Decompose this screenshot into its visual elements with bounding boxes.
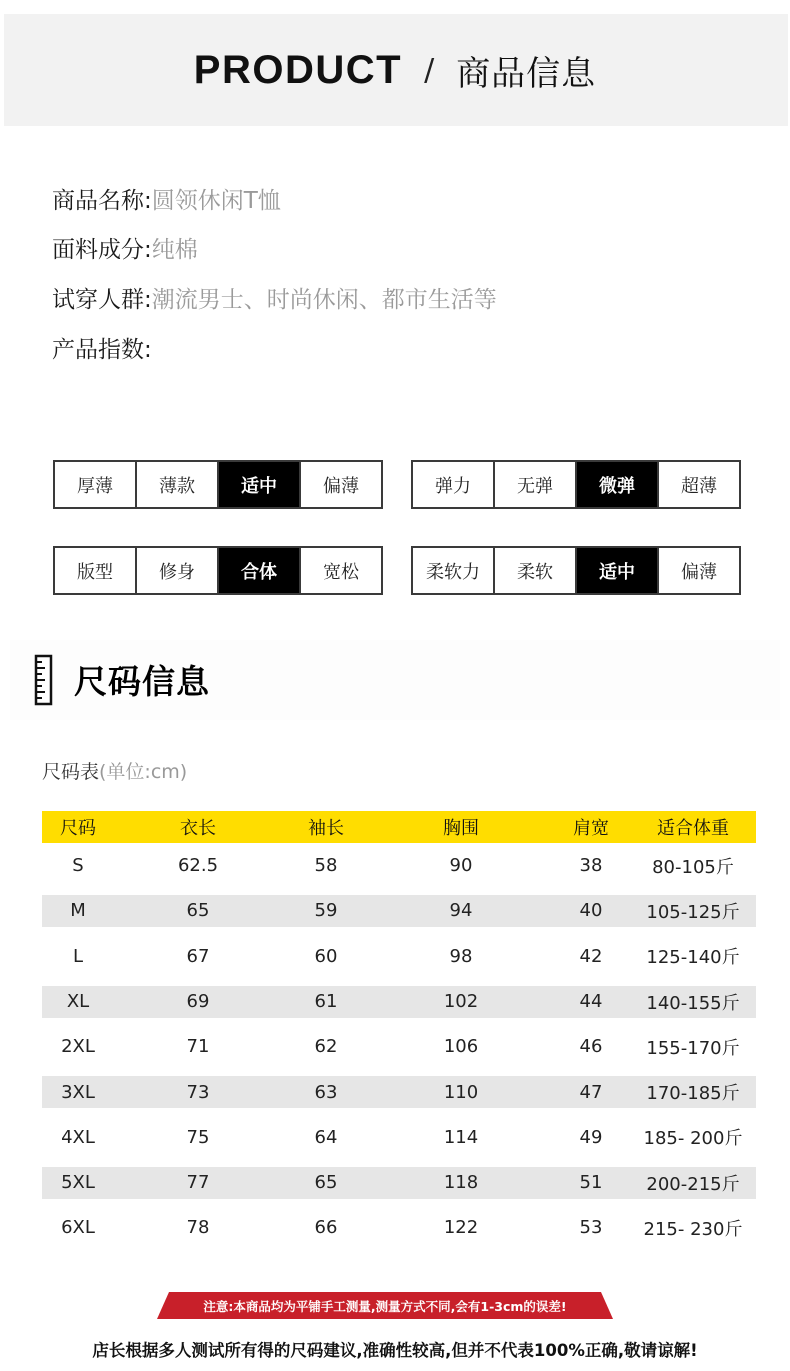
table-cell: 5XL bbox=[61, 1172, 95, 1194]
table-cell: 114 bbox=[443, 1126, 479, 1148]
table-cell: 215- 230斤 bbox=[643, 1218, 743, 1240]
table-cell: 66 bbox=[314, 1217, 338, 1239]
index-option: 偏薄 bbox=[681, 561, 717, 583]
table-cell: 42 bbox=[579, 945, 603, 967]
table-caption-label: 尺码表 bbox=[42, 761, 100, 783]
table-cell: 110 bbox=[443, 1081, 479, 1103]
info-label: 产品指数: bbox=[52, 337, 152, 363]
table-cell: 200-215斤 bbox=[646, 1173, 740, 1195]
index-group-fit bbox=[53, 546, 383, 595]
table-cell: 170-185斤 bbox=[646, 1083, 740, 1105]
table-cell: 77 bbox=[186, 1172, 210, 1194]
table-cell: 94 bbox=[449, 900, 473, 922]
table-cell: 98 bbox=[449, 945, 473, 967]
table-row bbox=[42, 1167, 756, 1199]
table-cell: 62.5 bbox=[177, 855, 219, 877]
table-cell: 64 bbox=[314, 1126, 338, 1148]
table-cell: 62 bbox=[314, 1036, 338, 1058]
index-option: 适中 bbox=[577, 548, 659, 593]
column-header: 尺码 bbox=[60, 818, 96, 839]
ruler-icon bbox=[34, 654, 54, 706]
index-option: 超薄 bbox=[681, 475, 717, 497]
page-title bbox=[0, 46, 790, 95]
table-cell: 67 bbox=[186, 945, 210, 967]
index-option: 无弹 bbox=[495, 462, 577, 507]
info-row-audience bbox=[52, 281, 497, 314]
table-cell: S bbox=[72, 855, 84, 877]
column-header: 适合体重 bbox=[657, 818, 729, 839]
index-label: 版型 bbox=[55, 548, 137, 593]
table-cell: 63 bbox=[314, 1081, 338, 1103]
table-cell: 49 bbox=[579, 1126, 603, 1148]
info-label: 面料成分: bbox=[52, 237, 152, 263]
info-value: 潮流男士、时尚休闲、都市生活等 bbox=[151, 287, 497, 313]
info-row-name bbox=[52, 182, 281, 215]
index-group-softness bbox=[411, 546, 741, 595]
table-cell: 155-170斤 bbox=[646, 1037, 740, 1059]
title-chinese: 商品信息 bbox=[456, 54, 597, 94]
table-cell: L bbox=[72, 945, 84, 967]
title-english: PRODUCT bbox=[193, 48, 403, 92]
notice-text: 注意:本商品均为平铺手工测量,测量方式不同,会有1-3cm的误差! bbox=[203, 1298, 567, 1314]
table-row bbox=[42, 934, 756, 979]
size-table bbox=[42, 811, 756, 1251]
index-option: 修身 bbox=[137, 548, 219, 593]
table-cell: 102 bbox=[443, 991, 479, 1013]
table-caption bbox=[42, 757, 187, 784]
table-cell: 46 bbox=[579, 1036, 603, 1058]
table-cell: 53 bbox=[579, 1217, 603, 1239]
table-cell: 140-155斤 bbox=[646, 992, 740, 1014]
index-label: 厚薄 bbox=[55, 462, 137, 507]
info-label: 商品名称: bbox=[52, 188, 152, 214]
table-cell: XL bbox=[66, 991, 90, 1013]
table-row bbox=[42, 843, 756, 888]
table-caption-unit: (单位:cm) bbox=[99, 761, 188, 783]
table-cell: 69 bbox=[186, 991, 210, 1013]
table-cell: M bbox=[70, 900, 86, 922]
table-cell: 125-140斤 bbox=[646, 947, 740, 969]
table-cell: 118 bbox=[443, 1172, 479, 1194]
table-cell: 65 bbox=[314, 1172, 338, 1194]
table-cell: 75 bbox=[186, 1126, 210, 1148]
table-row bbox=[42, 895, 756, 927]
index-option: 微弹 bbox=[577, 462, 659, 507]
table-cell: 4XL bbox=[61, 1126, 95, 1148]
table-cell: 59 bbox=[314, 900, 338, 922]
column-header: 肩宽 bbox=[573, 818, 609, 839]
table-cell: 78 bbox=[186, 1217, 210, 1239]
info-value: 圆领休闲T恤 bbox=[151, 188, 281, 214]
table-cell: 106 bbox=[443, 1036, 479, 1058]
table-cell: 44 bbox=[579, 991, 603, 1013]
table-cell: 122 bbox=[443, 1217, 479, 1239]
index-group-thickness bbox=[53, 460, 383, 509]
index-option: 适中 bbox=[219, 462, 301, 507]
index-option: 薄款 bbox=[137, 462, 219, 507]
table-row bbox=[42, 1115, 756, 1160]
size-section-title: 尺码信息 bbox=[74, 662, 210, 701]
table-cell: 47 bbox=[579, 1081, 603, 1103]
info-row-index bbox=[52, 331, 152, 364]
table-cell: 90 bbox=[449, 855, 473, 877]
info-label: 试穿人群: bbox=[52, 287, 152, 313]
table-cell: 40 bbox=[579, 900, 603, 922]
info-row-fabric bbox=[52, 231, 198, 264]
column-header: 袖长 bbox=[308, 818, 344, 839]
table-cell: 105-125斤 bbox=[646, 901, 740, 923]
index-option: 柔软 bbox=[495, 548, 577, 593]
index-option: 合体 bbox=[219, 548, 301, 593]
table-cell: 60 bbox=[314, 945, 338, 967]
table-cell: 51 bbox=[579, 1172, 603, 1194]
table-cell: 61 bbox=[314, 991, 338, 1013]
index-option: 宽松 bbox=[323, 561, 359, 583]
table-row bbox=[42, 1076, 756, 1108]
index-label: 弹力 bbox=[413, 462, 495, 507]
table-row bbox=[42, 986, 756, 1018]
table-cell: 185- 200斤 bbox=[643, 1128, 743, 1150]
table-row bbox=[42, 1205, 756, 1250]
column-header: 胸围 bbox=[443, 818, 479, 839]
table-cell: 65 bbox=[186, 900, 210, 922]
index-group-elasticity bbox=[411, 460, 741, 509]
table-cell: 2XL bbox=[61, 1036, 95, 1058]
table-header-row bbox=[42, 811, 756, 843]
footer-note: 店长根据多人测试所有得的尺码建议,准确性较高,但并不代表100%正确,敬请谅解! bbox=[92, 1341, 698, 1360]
table-cell: 73 bbox=[186, 1081, 210, 1103]
table-cell: 80-105斤 bbox=[652, 856, 734, 878]
table-cell: 38 bbox=[579, 855, 603, 877]
title-separator: / bbox=[424, 53, 435, 88]
column-header: 衣长 bbox=[180, 818, 216, 839]
info-value: 纯棉 bbox=[151, 237, 198, 263]
index-label: 柔软力 bbox=[413, 548, 495, 593]
table-cell: 58 bbox=[314, 855, 338, 877]
index-option: 偏薄 bbox=[323, 475, 359, 497]
table-cell: 3XL bbox=[61, 1081, 95, 1103]
table-row bbox=[42, 1024, 756, 1069]
table-cell: 6XL bbox=[61, 1217, 95, 1239]
table-cell: 71 bbox=[186, 1036, 210, 1058]
table-body bbox=[42, 843, 756, 1251]
